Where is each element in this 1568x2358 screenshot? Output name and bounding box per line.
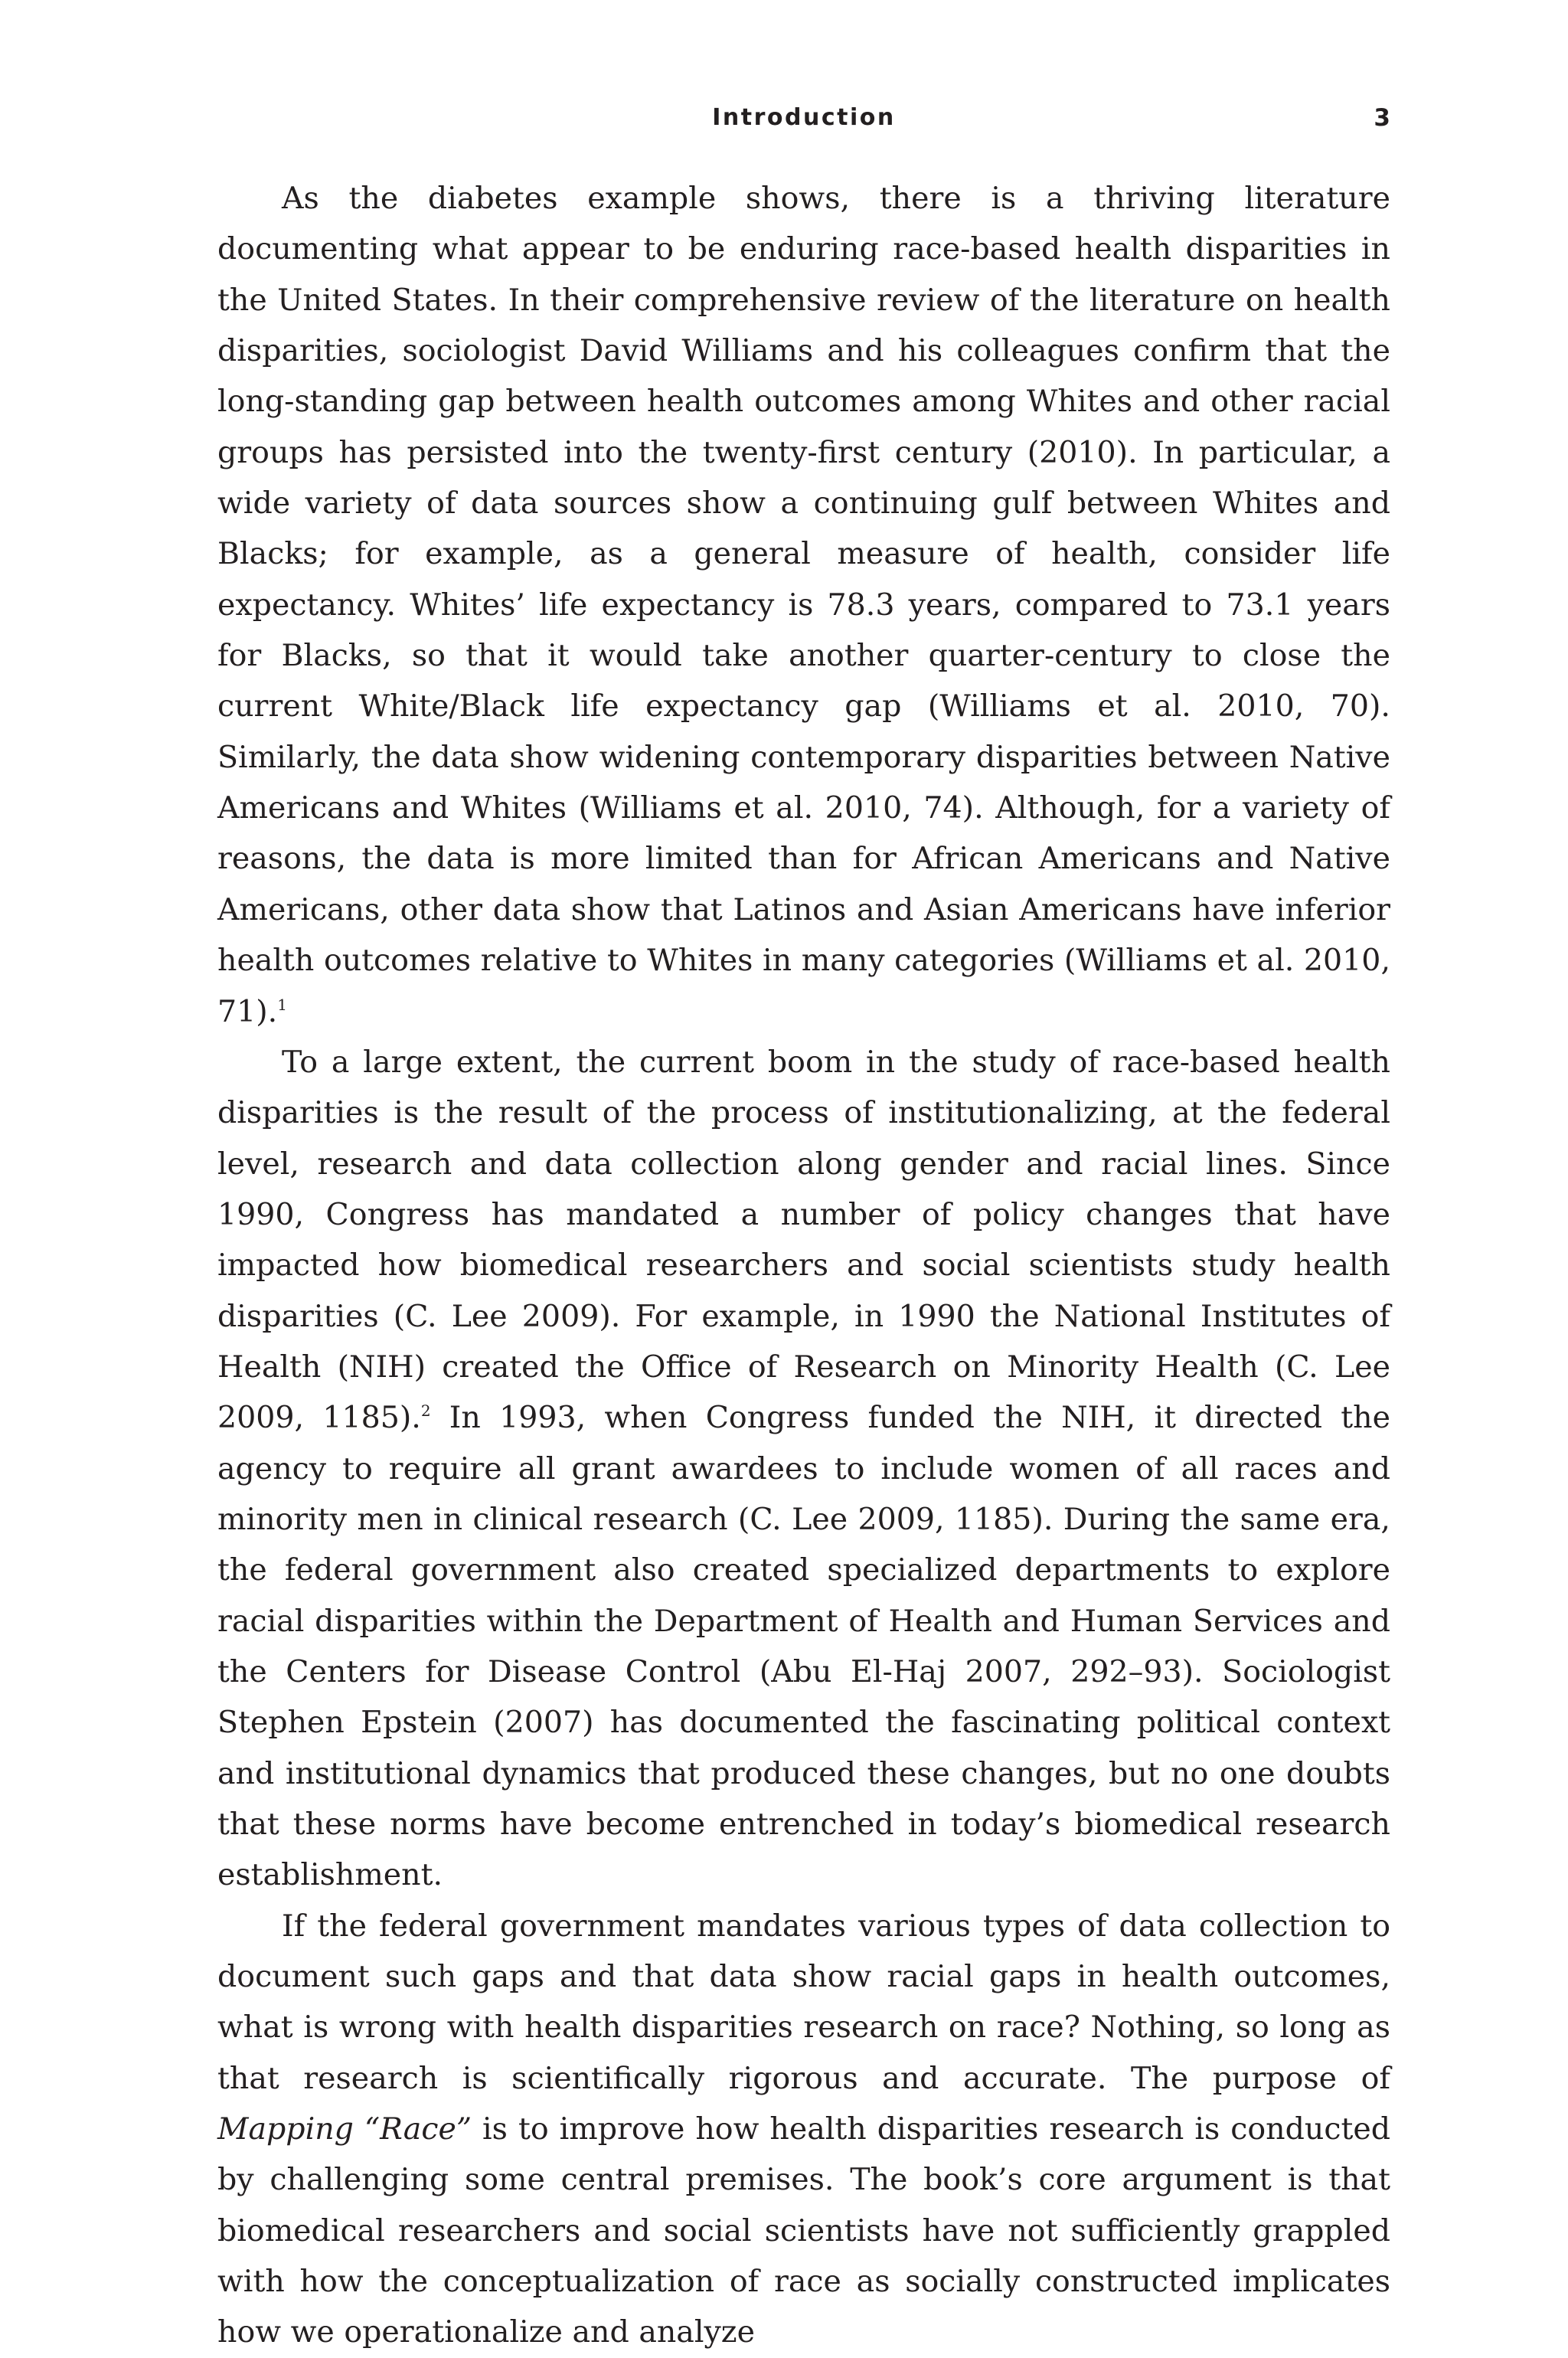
paragraph-3-text-a: If the federal government mandates various types of data collection to document such gaps and that data show racial gaps in health outcomes, what is wrong with health disparities research on race? Nothing, so long as that research is scientifically rigorous and accurate. The purpose of	[217, 1908, 1390, 2096]
paragraph-1	[217, 173, 1390, 1037]
body-text	[217, 173, 1390, 2358]
running-head	[217, 104, 1390, 138]
paragraph-2-text-b: In 1993, when Congress funded the NIH, it directed the agency to require all grant awardees to include women of all races and minority men in clinical research (C. Lee 2009, 1185). During the same era, the federal government also created specialized departments to explore racial disparities within the Department of Health and Human Services and the Centers for Disease Control (Abu El-Haj 2007, 292–93). Sociologist Stephen Epstein (2007) has documented the fascinating political context and institutional dynamics that produced these changes, but no one doubts that these norms have become entrenched in today’s biomedical research establishment.	[217, 1400, 1390, 1893]
paragraph-2-text-a: To a large extent, the current boom in the study of race-based health disparities is the result of the process of institutionalizing, at the federal level, research and data collection along gender and racial lines. Since 1990, Congress has mandated a number of policy changes that have impacted how biomedical researchers and social scientists study health disparities (C. Lee 2009). For example, in 1990 the National Institutes of Health (NIH) created the Office of Research on Minority Health (C. Lee 2009, 1185).	[217, 1044, 1390, 1436]
paragraph-3	[217, 1901, 1390, 2358]
chapter-title: Introduction	[712, 104, 896, 131]
paragraph-3-text-b: is to improve how health disparities research is conducted by challenging some central premises. The book’s core argument is that biomedical researchers and social scientists have not sufficiently grappled with how the conceptualization of race as socially constructed implicates how we operationalize and analyze	[217, 2111, 1391, 2350]
paragraph-2	[217, 1037, 1390, 1901]
book-title: Mapping “Race”	[217, 2111, 472, 2147]
paragraph-1-text: As the diabetes example shows, there is a thriving literature documenting what appear to be enduring race-based health disparities in the United States. In their comprehensive review of the literature on health disparities, sociologist David Williams and his colleagues confirm that the long-standing gap between health outcomes among Whites and other racial groups has persisted into the twenty-first century (2010). In particular, a wide variety of data sources show a continuing gulf between Whites and Blacks; for example, as a general measure of health, consider life expectancy. Whites’ life expectancy is 78.3 years, compared to 73.1 years for Blacks, so that it would take another quarter-century to close the current White/Black life expectancy gap (Williams et al. 2010, 70). Similarly, the data show widening contemporary disparities between Native Americans and Whites (Williams et al. 2010, 74). Although, for a variety of reasons, the data is more limited than for African Americans and Native Americans, other data show that Latinos and Asian Americans have inferior health outcomes relative to Whites in many categories (Williams et al. 2010, 71).	[217, 181, 1390, 1029]
page-number: 3	[1374, 104, 1390, 132]
footnote-marker-1: 1	[277, 995, 287, 1014]
footnote-marker-2: 2	[420, 1401, 431, 1421]
